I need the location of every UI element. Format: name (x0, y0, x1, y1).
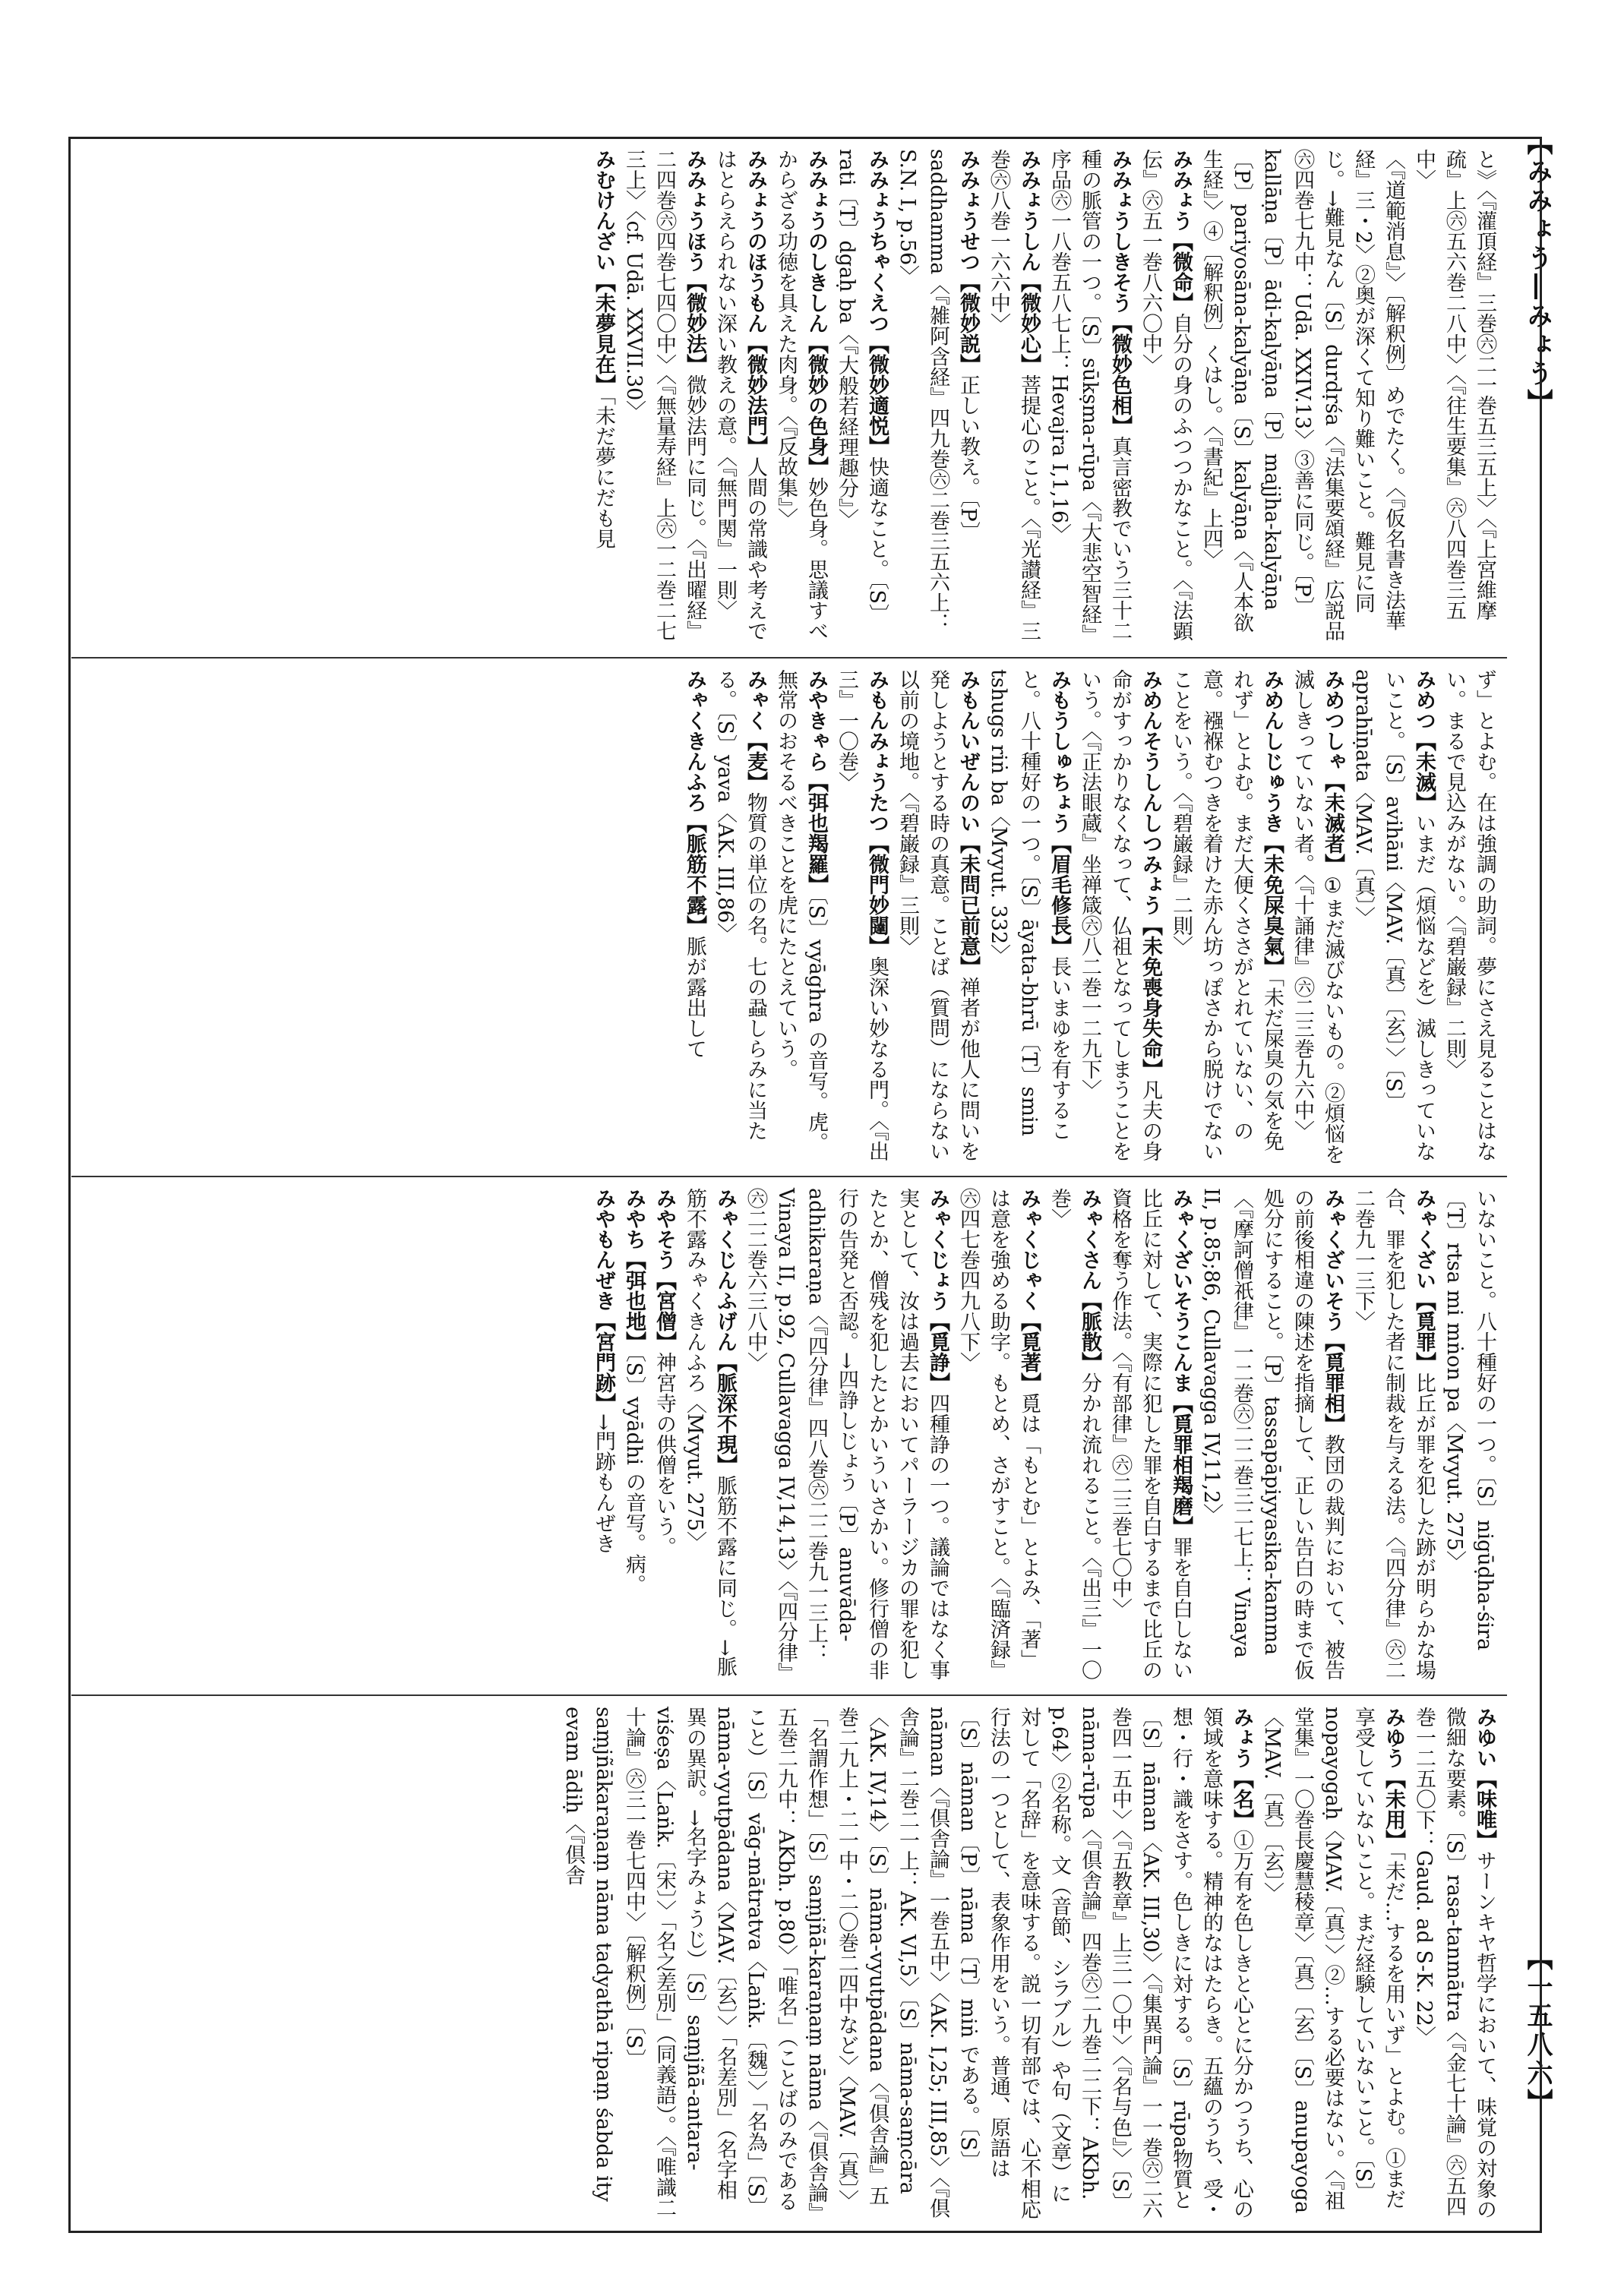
entry (831, 669, 892, 1165)
headword: みゃくじゃく【覓著】 (1017, 1188, 1041, 1393)
running-title: 【みみょう―みょう】 (1522, 129, 1553, 418)
headword: みやち【弭也地】 (622, 1188, 646, 1352)
headword: みみょう【微命】 (1169, 149, 1193, 313)
headword: みみょうのほうもん【微妙法門】 (744, 149, 767, 456)
entry (892, 149, 983, 646)
entry (983, 149, 1044, 646)
definition: 奥深い妙なる門。〈『出三』一〇巻〉 (835, 669, 889, 1161)
headword: みめんしじゅうき【未免屎臭氣】 (1260, 669, 1284, 977)
entry (588, 149, 618, 646)
headword: みもんいぜんのい【未問已前意】 (956, 669, 980, 977)
definition: サーンキヤ哲学において、味覚の対象の微細な要素。〔S〕rasa-tanmātra〈『金七十論』㊅五四巻一二五〇下：Gaud. ad S-K. 22〉 (1412, 1707, 1496, 2219)
entry (892, 669, 983, 1165)
definition: 物質の単位の名。七の蝨しらみに当たる。〔S〕yava〈AK. III,86〉 (713, 669, 767, 1141)
definition: 四種諍の一つ。議論ではなく事実として、汝は過去においてパーラージカの罪を犯したとか、僧残を犯したとかいういさかい。修行僧の非行の告発と否認。→四諍しじょう〔P〕anuvāda-adhikaraṇa〈『四分律』四八巻㊅二二巻九一三上：Vinaya II, p.92, Cullavagga IV,14,13〉〈『四分律』㊅二二巻六三八中〉 (744, 1188, 949, 1684)
definition: 〔S〕vyāghra の音写。虎。無常のおそるべきことを虎にたとえていう。 (774, 669, 828, 1153)
entry (1439, 1188, 1499, 1684)
entry (1165, 669, 1287, 1165)
entry (649, 1188, 679, 1684)
headword: みょう【名】 (1230, 1707, 1253, 1830)
entry (618, 149, 709, 646)
headword: みみょうしきそう【微妙色相】 (1108, 149, 1132, 436)
definition: 長いまゆを有すること。八十種好の一つ。〔S〕āyata-bhrū〔T〕smin tshugs riṅ ba〈Mvyut. 332〉 (987, 669, 1071, 1141)
definition: 覓は「もとむ」とよみ、「著」は意を強める助字。もとめ、さがすこと。〈『臨済録』㊅四七巻四九八下〉 (956, 1188, 1041, 1680)
definition: 罪を自白しない比丘に対して、実際に犯した罪を自白するまで比丘の資格を奪う作法。〈『有部律』㊅二三巻七〇中〉 (1108, 1188, 1193, 1680)
headword: みみょうちゃくえつ【微妙適悦】 (865, 149, 889, 456)
tier-3 (71, 1176, 1507, 1694)
definition: ①まだ滅びないもの。②煩悩を滅しきっていない者。〈『十誦律』㊅二三巻九六中〉 (1291, 669, 1344, 1164)
entry (770, 149, 831, 646)
entry (1348, 669, 1439, 1165)
entry (1104, 1188, 1196, 1684)
headword: みやきゃら【弭也羯羅】 (804, 669, 828, 895)
definition: 比丘が罪を犯した跡が明らかな場合、罪を犯した者に制裁を与える法。〈『四分律』㊅二二巻九一三下〉 (1351, 1188, 1436, 1680)
definition: 「未だ屎臭の気を免れず」とよむ。まだ大便くささがとれていない、の意。襁褓むつきを着けた赤ん坊っぽさから脱けでないことをいう。〈『碧巌録』二則〉 (1169, 669, 1284, 1161)
definition: 菩提心のこと。〈『光讃経』三巻㊅八巻一六六中〉 (987, 149, 1041, 641)
headword: みみょうほう【微妙法】 (683, 149, 706, 374)
definition: 微妙法門に同じ。〈『出曜経』二四巻㊅四巻七四〇中〉〈『無量寿経』上㊅一二巻二七三上〉〈cf. Udā. XXVII.30〉 (622, 149, 706, 641)
entry (1044, 149, 1135, 646)
definition: 妙色身。思議すべからざる功徳を具えた肉身。〈『反故集』〉 (774, 149, 828, 641)
entry (1408, 1707, 1499, 2219)
entry (1256, 1707, 1408, 2219)
entry (740, 1188, 953, 1684)
headword: みめつ【未滅】 (1412, 669, 1436, 813)
entry (1348, 1188, 1439, 1684)
definition: と》〈『灌頂経』三巻㊅二一巻五三五上〉〈『上宮維摩疏』上㊅五六巻二八中〉〈『往生要集』㊅八四巻三五中〉 (1412, 149, 1496, 621)
definition: →門跡もんぜき (592, 1413, 615, 1554)
headword: みもんみょうたつ【微門妙闥】 (865, 669, 889, 956)
tier-1 (71, 138, 1507, 657)
headword: みめんそうしんしつみょう【未免喪身失命】 (1139, 669, 1162, 1079)
entry (1287, 669, 1348, 1165)
headword: みゃくざいそう【覓罪相】 (1321, 1188, 1344, 1434)
entry (1044, 1188, 1104, 1684)
headword: みみょうしん【微妙心】 (1017, 149, 1041, 374)
definition: いまだ（煩悩などを）滅しきっていないこと。〔S〕avihāni〈MAV.〔真〕〔玄〕〉〔S〕aprahīṇata〈MAV.〔真〕〉 (1351, 669, 1436, 1161)
entry (1196, 149, 1408, 646)
definition: 正しい教え。〔P〕saddhamma〈『雑阿含経』四九巻㊅二巻三五六上：S.N. I, p.56〉 (896, 149, 980, 633)
entry (679, 669, 709, 1165)
tier-2 (71, 657, 1507, 1176)
entry (679, 1188, 740, 1684)
entry (831, 149, 892, 646)
headword: みみょうのしきしん【微妙の色身】 (804, 149, 828, 477)
entry (953, 1188, 1044, 1684)
headword: みゃくきんふろ【脈筋不露】 (683, 669, 706, 936)
headword: みゃくざい【覓罪】 (1412, 1188, 1436, 1372)
definition: いないこと。八十種好の一つ。〔S〕nigūḍha-śira〔T〕rtsa mi mṅon pa〈Mvyut. 275〉 (1442, 1188, 1496, 1651)
tier-4 (71, 1694, 1507, 2230)
entry (1135, 149, 1196, 646)
definition: 凡夫の身命がすっかりなくなって、仏祖となってしまうことをいう。〈『正法眼蔵』坐禅箴㊅八二巻一二九下〉 (1078, 669, 1162, 1161)
headword: みやそう【宮僧】 (652, 1188, 676, 1352)
entry (983, 669, 1074, 1165)
headword: みゃくじんふげん【脈深不現】 (713, 1188, 737, 1475)
headword: みゃくさん【脈散】 (1078, 1188, 1101, 1372)
definition: 「未だ…するを用いず」とよむ。①まだ享受していないこと。まだ経験していないこと。〔S〕nopayogaḥ〈MAV.〔真〕〉②…する必要はない。〈『祖堂集』一〇巻長慶慧稜章〉〔真〕〔玄〕〔S〕anupayoga〈MAV.〔真〕〔玄〕〉 (1260, 1707, 1405, 2214)
definition: 禅者が他人に問いを発しようとする時の真意。ことば（質問）にならない以前の境地。〈『碧巌録』三則〉 (896, 669, 980, 1161)
entry (558, 1707, 1256, 2219)
headword: みやもんぜき【宮門跡】 (592, 1188, 615, 1413)
definition: 〈『道範消息』〉〔解釈例〕めでたく。〈『仮名書き法華経』三・2〉②奥が深くて知り難いこと。難見に同じ。→難見なん〔S〕durdṛśa〈『法集要頌経』広説品㊅四巻七九中：Udā. XXIV.13〉③善に同じ。〔P〕kallāṇa〔P〕ādi-kalyāṇa〔P〕majjha-kalyāṇa〔P〕pariyosāna-kalyāṇa〔S〕kalyāṇa〈『人本欲生経』〉④〔解釈例〕くはし。〈『書紀』上四〉 (1199, 149, 1405, 642)
headword: みめつしゃ【未滅者】 (1321, 669, 1344, 874)
entry (709, 149, 770, 646)
page-number: 【一五八六】 (1522, 1944, 1553, 2118)
definition: 脈筋不露に同じ。→脈筋不露みゃくきんふろ〈Mvyut. 275〉 (683, 1188, 737, 1677)
definition: 自分の身のふつつかなこと。〈『法顕伝』㊅五一巻八六〇中〉 (1139, 149, 1193, 641)
definition: ①万有を色しきと心とに分かつうち、心の領域を意味する。精神的なはたらき。五蘊のうち、受・想・行・識をさす。色しきに対する。〔S〕rūpa物質と〔S〕nāman〈AK. III,30〉〈『集異門論』一一巻㊅二六巻四一五中〉〈『五教章』上三一〇中〉〈『名与色』〉〔S〕nāma-rūpa〈『倶舎論』四巻㊅二九巻二二下：AKbh. p.64〉②名称。文（音節、シラブル）や句（文章）に対して「名辞」を意味する。説一切有部では、心不相応行法の一つとして、表象作用をいう。普通、原語は〔S〕nāman〔P〕nāma〔T〕miṅ である。〔S〕nāman〈『倶舎論』一巻五中〉〈AK. I,25; III,85〉〈『倶舎論』二巻二一上：AK. VI,5〉〔S〕nāma-saṃcāra〈AK. IV,14〉〔S〕nāma-vyutpādana〈『倶舎論』五巻二九上・二一中・二〇巻二四中など〉〈MAV.〔真〕〉「名謂作想」〔S〕saṃjñā-karaṇaṃ nāma〈『倶舎論』五巻二九中：AKbh. p.80〉「唯名」（ことばのみであること）〔S〕vāg-mātratva〈Laṅk.〔魏〕〉「名為」〔S〕nāma-vyutpādana〈MAV.〔玄〕〉「名差別」（名字相異の異訳。→名字みょうじ）〔S〕saṃjñā-antara-viśeṣa〈Laṅk.〔宋〕〉「名之差別」（同義語）。〈『唯識二十論』㊅三一巻七四中〉〔解釈例〕〔S〕saṃjñākaraṇaṃ nāma tadyathā ripaṃ śabda ity evam ādiḥ〈『倶舎 (561, 1707, 1253, 2219)
entry (1196, 1188, 1348, 1684)
headword: みゆい【味唯】 (1473, 1707, 1496, 1850)
entry (770, 669, 831, 1165)
entry (1408, 149, 1499, 646)
definition: 人間の常識や考えではとらえられない深い教えの意。〈『無門関』一則〉 (713, 149, 767, 641)
definition: 分かれ流れること。〈『出三』一〇巻〉 (1047, 1188, 1101, 1680)
headword: みゃくじょう【覓諍】 (926, 1188, 949, 1393)
definition: 脈が露出して (683, 936, 706, 1059)
headword: みゃく【麦】 (744, 669, 767, 792)
definition: 〔S〕vyādhi の音写。病。 (622, 1352, 646, 1595)
entry (618, 1188, 649, 1684)
definition: 真言密教でいう三十二種の脈管の一つ。〔S〕sūkṣma-rūpa〈『大悲空智経』序品㊅一八巻五八七上：Hevajra I,1,16〉 (1047, 149, 1132, 646)
definition: 神宮寺の供僧をいう。 (652, 1352, 676, 1557)
entry (1074, 669, 1165, 1165)
entry (709, 669, 770, 1165)
definition: 教団の裁判において、被告の前後相違の陳述を指摘して、正しい告白の時まで仮処分にすること。〔P〕tassapāpiyyasika-kamma〈『摩訶僧祇律』一二巻㊅二二巻三二七上：Vinaya II, p.85;86, Cullavagga IV,11,2〉 (1199, 1188, 1344, 1680)
entry (1439, 669, 1499, 1165)
headword: みむけんざい【未夢見在】 (592, 149, 615, 395)
headword: みゆう【未用】 (1382, 1707, 1405, 1850)
headword: みゃくざいそうこんま【覓罪相羯磨】 (1169, 1188, 1193, 1537)
headword: みもうしゅちょう【眉毛修長】 (1047, 669, 1071, 956)
definition: 快適なこと。〔S〕rati〔T〕dgaḥ ba〈『大般若経理趣分』〉 (835, 149, 889, 624)
entry (588, 1188, 618, 1684)
definition: 「未だ夢にだも見 (592, 395, 615, 549)
headword: みみょうせつ【微妙説】 (956, 149, 980, 374)
definition: ず」とよむ。在は強調の助詞。夢にさえ見ることはない。まるで見込みがない。〈『碧巌録』二則〉 (1442, 669, 1496, 1161)
